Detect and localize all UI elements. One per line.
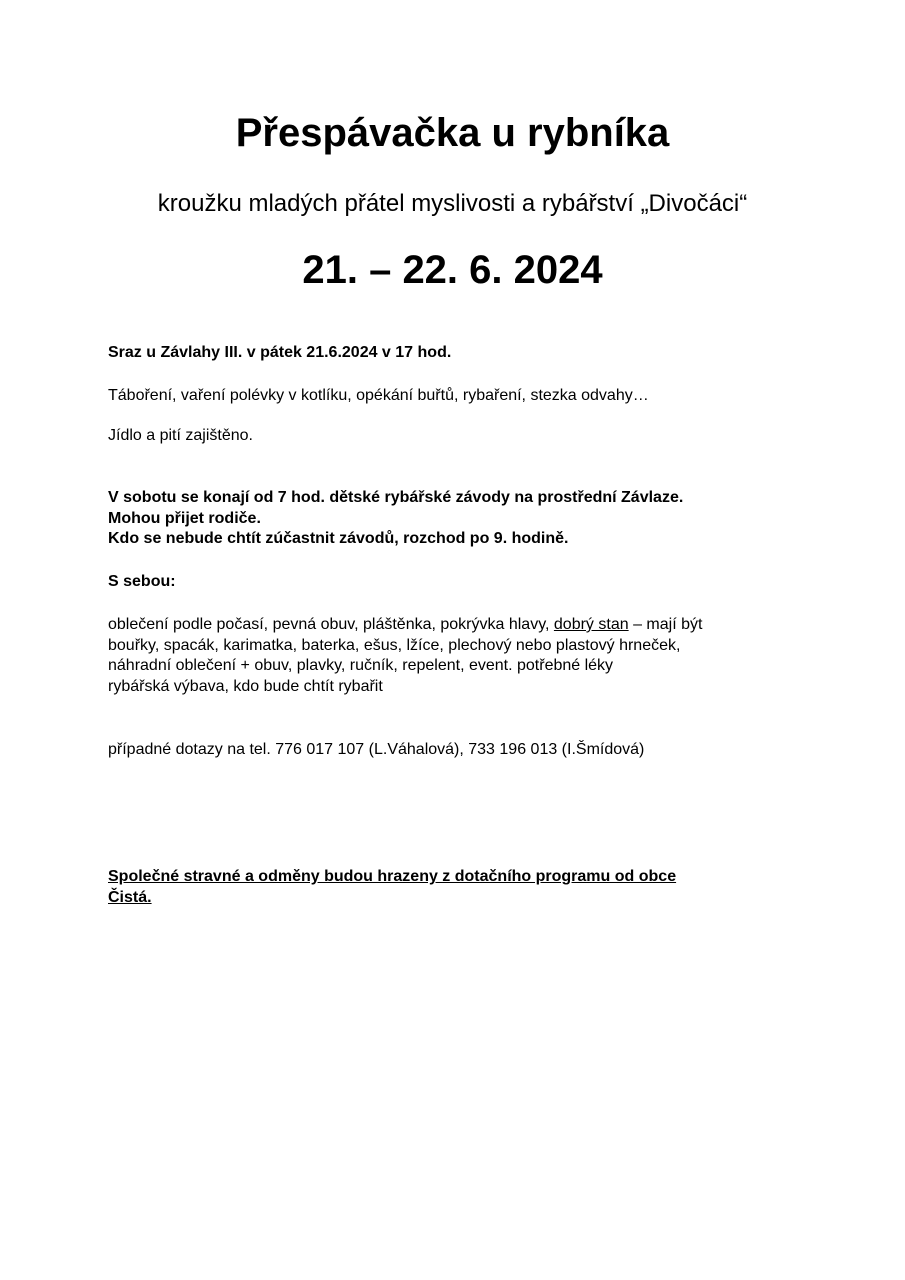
page-title: Přespávačka u rybníka	[235, 111, 670, 155]
food-info: Jídlo a pití zajištěno.	[108, 427, 253, 444]
event-dates: 21. – 22. 6. 2024	[302, 248, 603, 292]
items-line-1	[108, 615, 828, 636]
funding-note	[108, 867, 828, 908]
items-line-2: bouřky, spacák, karimatka, baterka, ešus, lžíce, plechový nebo plastový hrneček,	[108, 636, 681, 654]
activities-info: Táboření, vaření polévky v kotlíku, opékání buřtů, rybaření, stezka odvahy…	[108, 387, 649, 404]
bring-heading: S sebou:	[108, 573, 176, 590]
funding-note-line-1: Společné stravné a odměny budou hrazeny z dotačního programu od obce	[108, 868, 677, 885]
items-tent-underlined: dobrý stan	[553, 616, 629, 633]
items-line-3: náhradní oblečení + obuv, plavky, ručník, repelent, event. potřebné léky	[108, 657, 614, 674]
funding-note-line-2: Čistá.	[108, 888, 152, 906]
items-line-1-start: oblečení podle počasí, pevná obuv, pláštěnka, pokrývka hlavy,	[108, 616, 554, 633]
saturday-line-2: Mohou přijet rodiče.	[108, 509, 261, 527]
saturday-line-1: V sobotu se konají od 7 hod. dětské rybářské závody na prostřední Závlaze.	[108, 489, 684, 506]
bring-items	[108, 615, 828, 697]
page-subtitle: kroužku mladých přátel myslivosti a rybářství „Divočáci“	[157, 190, 748, 217]
saturday-line-3: Kdo se nebude chtít zúčastnit závodů, rozchod po 9. hodině.	[108, 530, 569, 547]
contact-info: případné dotazy na tel. 776 017 107 (L.Váhalová), 733 196 013 (I.Šmídová)	[108, 741, 645, 758]
saturday-info	[108, 488, 828, 550]
items-line-1-end: – mají být	[628, 616, 703, 633]
meeting-info: Sraz u Závlahy III. v pátek 21.6.2024 v 17 hod.	[108, 344, 452, 361]
items-line-4: rybářská výbava, kdo bude chtít rybařit	[108, 677, 383, 695]
